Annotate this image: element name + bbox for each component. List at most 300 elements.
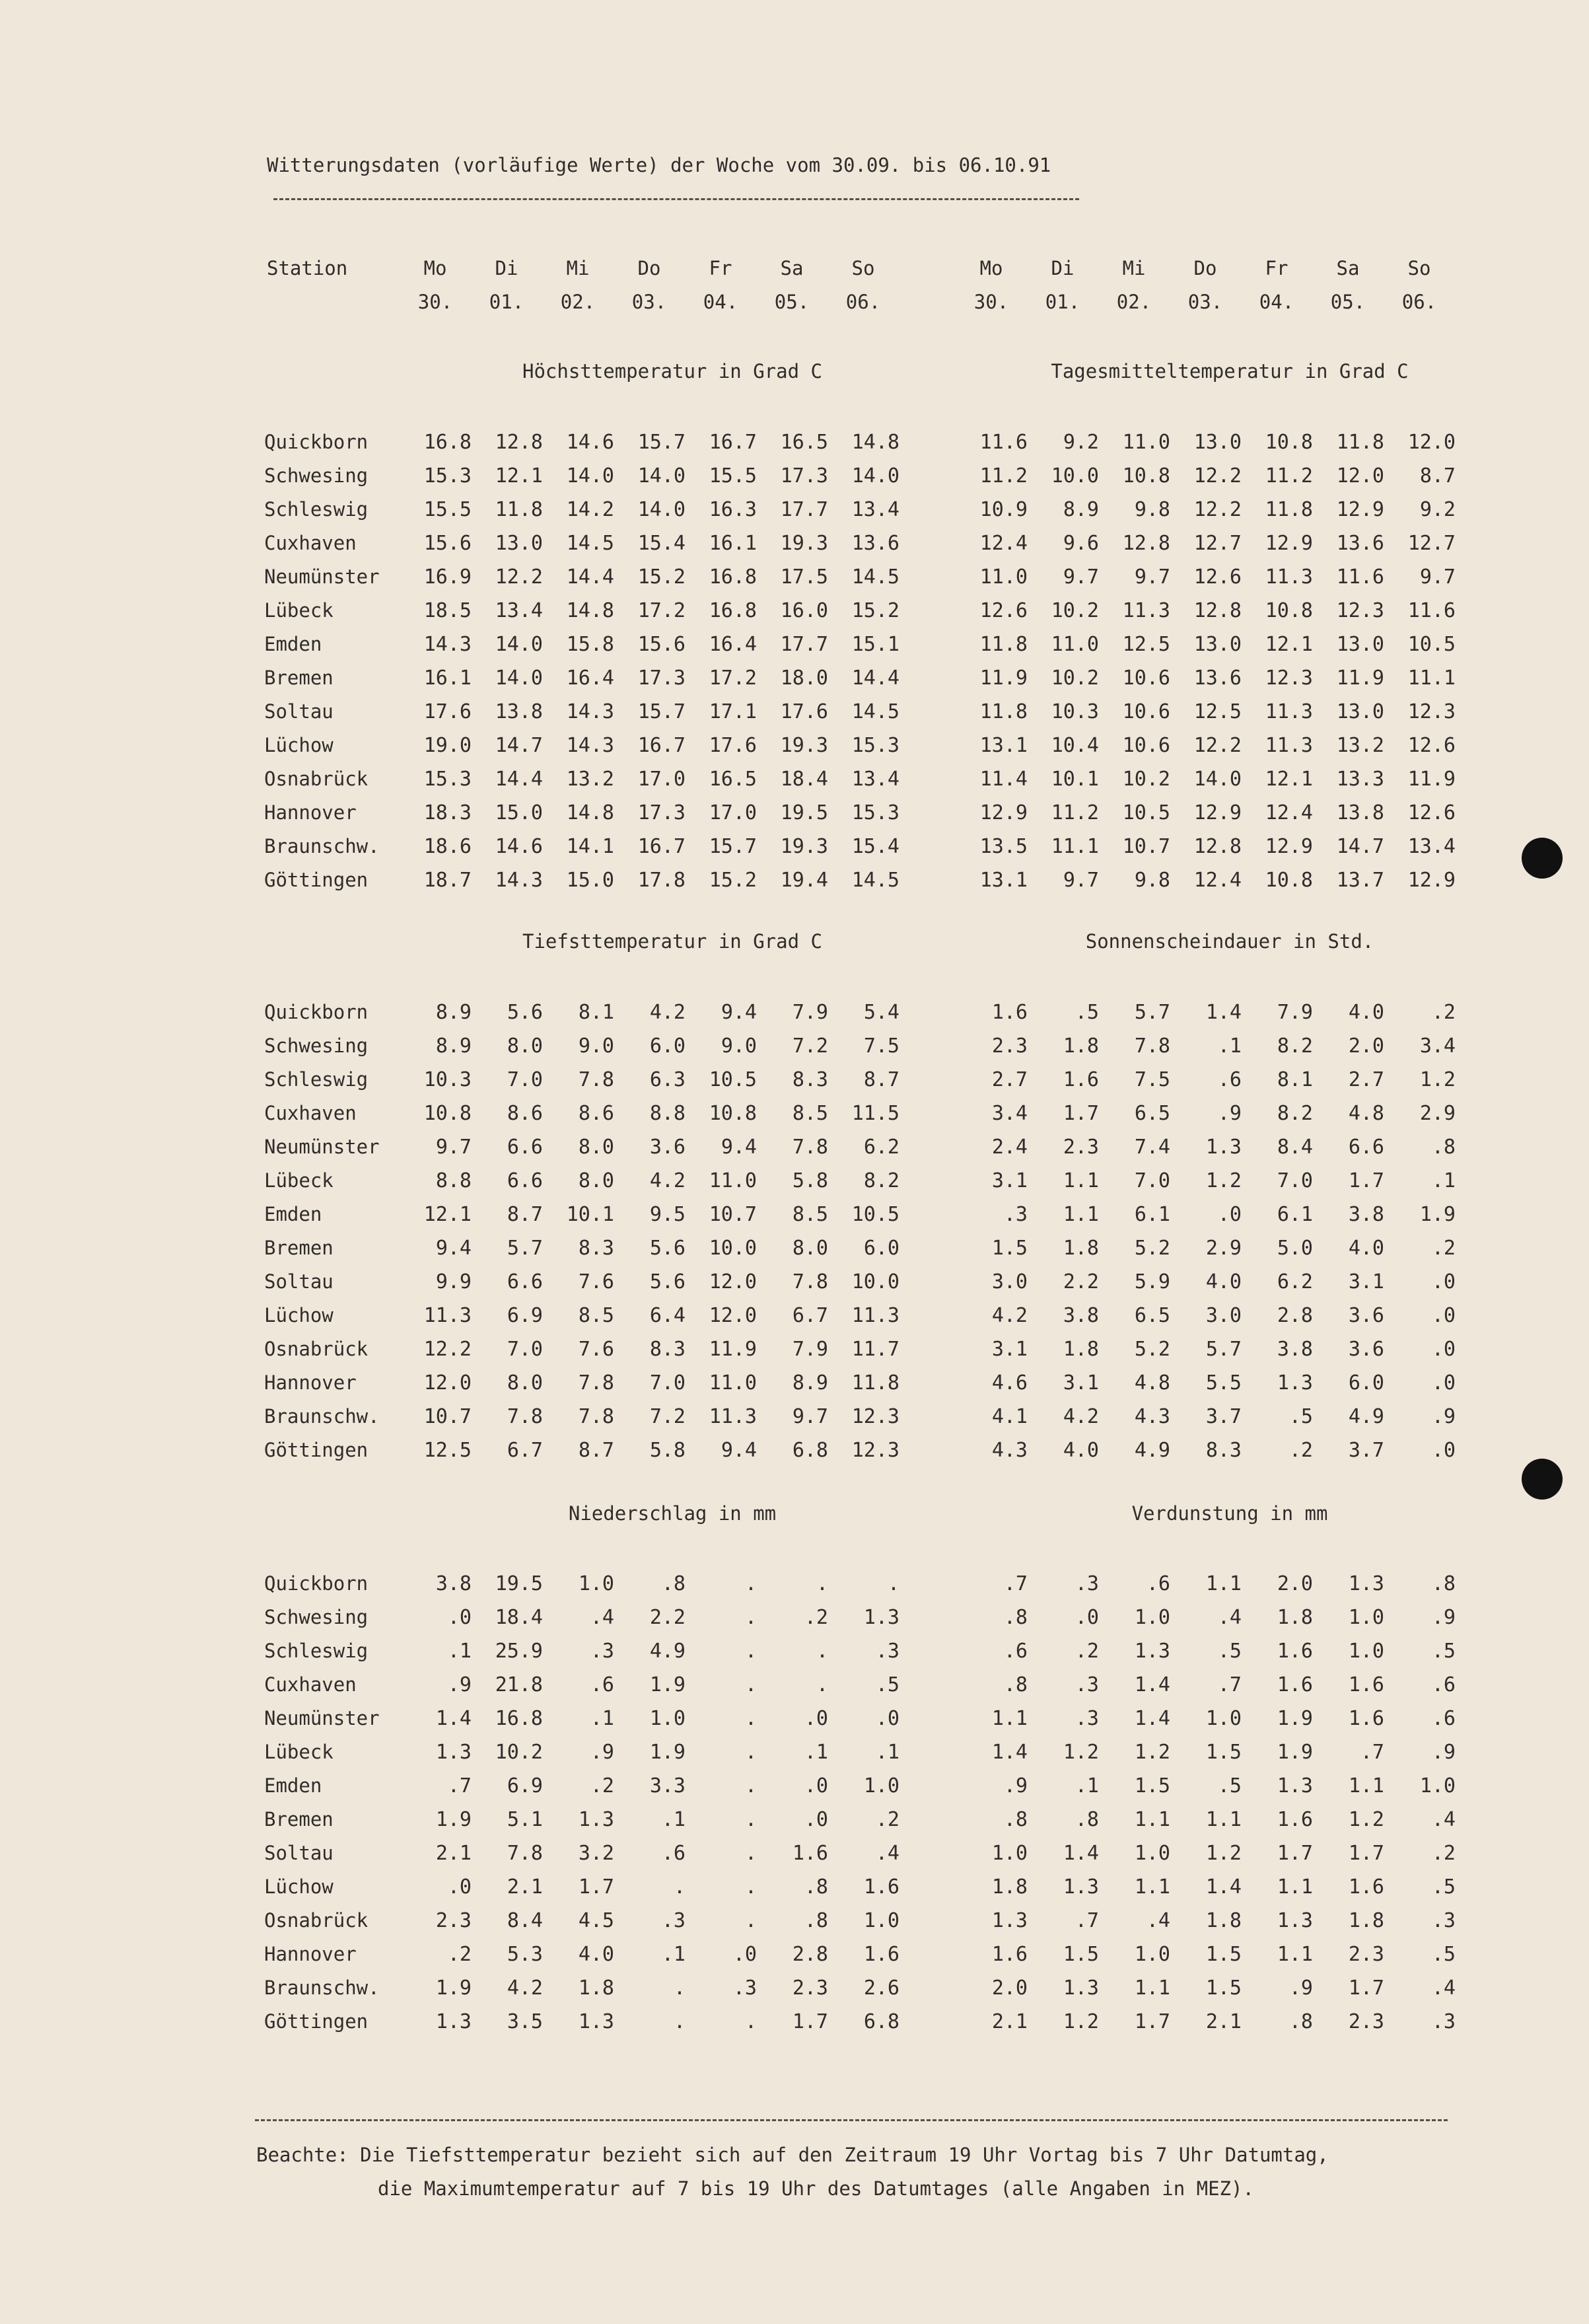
value-cell: 10.3: [423, 1068, 472, 1091]
value-cell: 9.7: [1063, 869, 1099, 892]
value-cell: .: [744, 1875, 757, 1899]
value-cell: 1.0: [991, 1842, 1028, 1865]
value-cell: 12.9: [1265, 532, 1313, 555]
value-cell: .9: [1289, 1977, 1313, 2000]
table-row: [264, 1741, 1466, 1767]
value-cell: 6.0: [649, 1035, 686, 1058]
value-cell: 19.3: [780, 734, 828, 757]
value-cell: 17.3: [780, 464, 828, 488]
value-cell: 5.5: [1205, 1371, 1242, 1395]
value-cell: 10.2: [1051, 667, 1099, 690]
value-cell: 3.7: [1205, 1405, 1242, 1428]
value-cell: 1.2: [1205, 1842, 1242, 1865]
value-cell: 16.8: [709, 565, 757, 589]
value-cell: .8: [1431, 1136, 1456, 1159]
value-cell: 9.7: [435, 1136, 472, 1159]
value-cell: 4.0: [578, 1943, 614, 1966]
value-cell: .: [673, 2010, 686, 2033]
value-cell: 4.3: [1134, 1405, 1170, 1428]
value-cell: 1.2: [1348, 1808, 1384, 1831]
value-cell: 13.1: [979, 869, 1028, 892]
value-cell: 8.1: [1277, 1068, 1313, 1091]
value-cell: 3.1: [991, 1338, 1028, 1361]
value-cell: 5.7: [1205, 1338, 1242, 1361]
value-cell: 1.3: [435, 2010, 472, 2033]
station-name: Lübeck: [264, 599, 334, 622]
value-cell: 19.5: [495, 1572, 543, 1595]
station-name: Neumünster: [264, 565, 380, 588]
table-row: [264, 1371, 1466, 1398]
value-cell: 1.1: [1134, 1808, 1170, 1831]
table-row: [264, 869, 1466, 895]
date-header: 05.: [774, 291, 810, 313]
value-cell: 1.0: [863, 1909, 900, 1932]
value-cell: 13.6: [1193, 667, 1242, 690]
value-cell: 18.3: [423, 801, 472, 824]
value-cell: .8: [1289, 2010, 1313, 2033]
value-cell: .5: [1431, 1640, 1456, 1663]
value-cell: 1.3: [1277, 1774, 1313, 1797]
value-cell: 1.3: [1348, 1572, 1384, 1595]
value-cell: .3: [1003, 1203, 1028, 1226]
value-cell: 1.2: [1063, 1741, 1099, 1764]
value-cell: .8: [1075, 1808, 1099, 1831]
value-cell: 1.9: [649, 1741, 686, 1764]
section-title-right: Verdunstung in mm: [1131, 1502, 1328, 1525]
value-cell: 12.1: [1265, 768, 1313, 791]
value-cell: 9.4: [721, 1136, 757, 1159]
value-cell: 1.0: [1348, 1606, 1384, 1629]
value-cell: 11.8: [1265, 498, 1313, 521]
value-cell: 16.4: [566, 667, 614, 690]
value-cell: 1.5: [1205, 1741, 1242, 1764]
value-cell: 19.3: [780, 835, 828, 858]
station-name: Bremen: [264, 667, 334, 689]
station-name: Bremen: [264, 1237, 334, 1259]
value-cell: 12.2: [495, 565, 543, 589]
value-cell: 13.6: [1336, 532, 1384, 555]
value-cell: 13.0: [1336, 700, 1384, 723]
value-cell: 17.6: [423, 700, 472, 723]
value-cell: 14.5: [851, 869, 900, 892]
value-cell: .7: [1217, 1673, 1242, 1696]
value-cell: 10.0: [1051, 464, 1099, 488]
value-cell: .: [744, 1640, 757, 1663]
value-cell: 10.5: [1122, 801, 1170, 824]
value-cell: 1.7: [1348, 1977, 1384, 2000]
value-cell: 1.9: [1419, 1203, 1456, 1226]
value-cell: 2.8: [1277, 1304, 1313, 1327]
station-name: Schwesing: [264, 1035, 369, 1057]
value-cell: 1.4: [1205, 1001, 1242, 1024]
value-cell: 17.6: [780, 700, 828, 723]
value-cell: 4.2: [649, 1169, 686, 1192]
value-cell: 15.7: [709, 835, 757, 858]
value-cell: 10.3: [1051, 700, 1099, 723]
value-cell: 1.1: [1134, 1875, 1170, 1899]
note-line-2: die Maximumtemperatur auf 7 bis 19 Uhr des Datumtages (alle Angaben in MEZ).: [378, 2177, 1254, 2200]
value-cell: 8.4: [507, 1909, 543, 1932]
value-cell: 1.3: [1277, 1909, 1313, 1932]
value-cell: 8.2: [1277, 1035, 1313, 1058]
value-cell: 14.2: [566, 498, 614, 521]
value-cell: 15.6: [423, 532, 472, 555]
value-cell: 7.8: [578, 1405, 614, 1428]
value-cell: 12.7: [1193, 532, 1242, 555]
value-cell: 16.8: [423, 431, 472, 454]
station-name: Lübeck: [264, 1169, 334, 1192]
value-cell: .8: [804, 1875, 828, 1899]
table-row: [264, 1774, 1466, 1801]
value-cell: 17.1: [709, 700, 757, 723]
value-cell: 6.6: [1348, 1136, 1384, 1159]
value-cell: 2.9: [1205, 1237, 1242, 1260]
station-name: Neumünster: [264, 1136, 380, 1158]
station-name: Bremen: [264, 1808, 334, 1831]
station-name: Emden: [264, 1774, 322, 1797]
value-cell: 12.9: [1336, 498, 1384, 521]
station-name: Osnabrück: [264, 768, 369, 790]
value-cell: 1.7: [1277, 1842, 1313, 1865]
value-cell: 1.8: [1277, 1606, 1313, 1629]
value-cell: 5.8: [649, 1439, 686, 1462]
value-cell: .: [744, 1808, 757, 1831]
value-cell: 18.7: [423, 869, 472, 892]
station-name: Hannover: [264, 1371, 357, 1394]
value-cell: 5.2: [1134, 1237, 1170, 1260]
value-cell: 10.7: [1122, 835, 1170, 858]
value-cell: 11.0: [1051, 633, 1099, 656]
table-row: [264, 1338, 1466, 1364]
value-cell: 15.3: [851, 801, 900, 824]
value-cell: 1.7: [1063, 1102, 1099, 1125]
value-cell: 4.5: [578, 1909, 614, 1932]
value-cell: 3.8: [1063, 1304, 1099, 1327]
value-cell: 7.0: [507, 1068, 543, 1091]
value-cell: 1.3: [863, 1606, 900, 1629]
value-cell: 16.1: [423, 667, 472, 690]
day-header: Mi: [566, 257, 590, 279]
value-cell: .8: [1003, 1808, 1028, 1831]
value-cell: .0: [1075, 1606, 1099, 1629]
value-cell: .9: [1431, 1741, 1456, 1764]
value-cell: .: [673, 1875, 686, 1899]
value-cell: .2: [875, 1808, 900, 1831]
value-cell: .2: [1431, 1237, 1456, 1260]
value-cell: 19.5: [780, 801, 828, 824]
value-cell: 8.8: [435, 1169, 472, 1192]
value-cell: 8.5: [578, 1304, 614, 1327]
value-cell: .4: [875, 1842, 900, 1865]
value-cell: 1.6: [991, 1943, 1028, 1966]
value-cell: 1.6: [1348, 1875, 1384, 1899]
table-row: [264, 1102, 1466, 1128]
value-cell: 11.7: [851, 1338, 900, 1361]
value-cell: 1.0: [863, 1774, 900, 1797]
value-cell: 7.9: [1277, 1001, 1313, 1024]
value-cell: 17.6: [709, 734, 757, 757]
value-cell: 3.6: [649, 1136, 686, 1159]
value-cell: 14.5: [851, 700, 900, 723]
value-cell: .4: [1431, 1808, 1456, 1831]
value-cell: 9.2: [1063, 431, 1099, 454]
value-cell: 13.7: [1336, 869, 1384, 892]
value-cell: 12.9: [1407, 869, 1456, 892]
value-cell: 19.3: [780, 532, 828, 555]
table-row: [264, 1035, 1466, 1061]
value-cell: 9.2: [1419, 498, 1456, 521]
value-cell: 9.0: [578, 1035, 614, 1058]
value-cell: .1: [661, 1943, 686, 1966]
value-cell: .: [744, 1909, 757, 1932]
value-cell: .4: [1431, 1977, 1456, 2000]
value-cell: 1.8: [1205, 1909, 1242, 1932]
value-cell: 10.2: [1122, 768, 1170, 791]
table-row: [264, 1203, 1466, 1229]
value-cell: .0: [732, 1943, 757, 1966]
table-row: [264, 835, 1466, 861]
value-cell: 12.4: [1265, 801, 1313, 824]
value-cell: 4.1: [991, 1405, 1028, 1428]
value-cell: 12.8: [495, 431, 543, 454]
value-cell: 13.4: [1407, 835, 1456, 858]
value-cell: 12.7: [1407, 532, 1456, 555]
value-cell: 14.3: [495, 869, 543, 892]
value-cell: 1.0: [578, 1572, 614, 1595]
value-cell: 6.0: [863, 1237, 900, 1260]
table-row: [264, 1572, 1466, 1599]
value-cell: .9: [1431, 1606, 1456, 1629]
value-cell: 3.8: [435, 1572, 472, 1595]
day-header: Di: [495, 257, 518, 279]
value-cell: .3: [590, 1640, 614, 1663]
value-cell: 1.6: [1277, 1808, 1313, 1831]
value-cell: 8.0: [578, 1169, 614, 1192]
day-header: Sa: [1336, 257, 1360, 279]
value-cell: 14.8: [566, 599, 614, 622]
value-cell: 9.5: [649, 1203, 686, 1226]
value-cell: .3: [732, 1977, 757, 2000]
value-cell: 18.4: [780, 768, 828, 791]
value-cell: 7.8: [1134, 1035, 1170, 1058]
table-row: [264, 667, 1466, 693]
value-cell: .7: [1003, 1572, 1028, 1595]
value-cell: 15.2: [851, 599, 900, 622]
value-cell: .7: [1360, 1741, 1384, 1764]
value-cell: 17.0: [637, 768, 686, 791]
value-cell: .5: [1075, 1001, 1099, 1024]
value-cell: 12.3: [851, 1405, 900, 1428]
value-cell: 10.0: [709, 1237, 757, 1260]
value-cell: 1.1: [991, 1707, 1028, 1730]
station-name: Soltau: [264, 700, 334, 723]
value-cell: 7.9: [792, 1001, 828, 1024]
value-cell: 7.0: [507, 1338, 543, 1361]
value-cell: 5.9: [1134, 1270, 1170, 1293]
value-cell: 15.3: [423, 768, 472, 791]
value-cell: 14.3: [423, 633, 472, 656]
table-row: [264, 768, 1466, 794]
value-cell: 16.7: [637, 835, 686, 858]
station-name: Cuxhaven: [264, 1673, 357, 1696]
value-cell: 11.6: [1336, 565, 1384, 589]
value-cell: 14.5: [851, 565, 900, 589]
station-name: Quickborn: [264, 1572, 369, 1595]
value-cell: 13.3: [1336, 768, 1384, 791]
value-cell: 15.4: [851, 835, 900, 858]
table-row: [264, 1640, 1466, 1666]
value-cell: 11.9: [1407, 768, 1456, 791]
value-cell: 8.0: [578, 1136, 614, 1159]
value-cell: .0: [1431, 1371, 1456, 1395]
value-cell: 17.7: [780, 633, 828, 656]
station-name: Schwesing: [264, 464, 369, 487]
value-cell: 1.9: [435, 1808, 472, 1831]
value-cell: .: [816, 1673, 828, 1696]
station-name: Cuxhaven: [264, 1102, 357, 1124]
value-cell: 5.7: [1134, 1001, 1170, 1024]
table-row: [264, 1842, 1466, 1868]
section-title-left: Tiefsttemperatur in Grad C: [522, 930, 822, 953]
value-cell: .2: [804, 1606, 828, 1629]
value-cell: 1.7: [578, 1875, 614, 1899]
value-cell: 8.7: [578, 1439, 614, 1462]
value-cell: 14.0: [495, 667, 543, 690]
value-cell: 10.7: [709, 1203, 757, 1226]
value-cell: 1.3: [1277, 1371, 1313, 1395]
value-cell: 1.0: [1134, 1943, 1170, 1966]
value-cell: 13.0: [495, 532, 543, 555]
value-cell: 15.5: [709, 464, 757, 488]
value-cell: .: [816, 1572, 828, 1595]
section-title-left: Höchsttemperatur in Grad C: [522, 360, 822, 382]
value-cell: 2.0: [1348, 1035, 1384, 1058]
value-cell: .5: [1431, 1943, 1456, 1966]
value-cell: 10.5: [851, 1203, 900, 1226]
value-cell: 6.1: [1134, 1203, 1170, 1226]
value-cell: 2.3: [435, 1909, 472, 1932]
value-cell: .6: [1431, 1673, 1456, 1696]
value-cell: 6.2: [863, 1136, 900, 1159]
value-cell: 3.2: [578, 1842, 614, 1865]
value-cell: 7.0: [649, 1371, 686, 1395]
value-cell: .3: [875, 1640, 900, 1663]
value-cell: .: [816, 1640, 828, 1663]
station-name: Schleswig: [264, 498, 369, 521]
table-row: [264, 565, 1466, 592]
value-cell: 12.0: [709, 1304, 757, 1327]
value-cell: .9: [1431, 1405, 1456, 1428]
value-cell: 1.6: [792, 1842, 828, 1865]
value-cell: 8.9: [1063, 498, 1099, 521]
day-header: So: [1407, 257, 1431, 279]
value-cell: .4: [1146, 1909, 1170, 1932]
value-cell: 5.6: [649, 1270, 686, 1293]
value-cell: 10.5: [709, 1068, 757, 1091]
value-cell: .2: [1431, 1842, 1456, 1865]
value-cell: 2.4: [991, 1136, 1028, 1159]
value-cell: 14.0: [637, 498, 686, 521]
value-cell: 7.8: [507, 1405, 543, 1428]
value-cell: 12.2: [1193, 464, 1242, 488]
value-cell: 9.7: [1063, 565, 1099, 589]
value-cell: 4.2: [1063, 1405, 1099, 1428]
value-cell: 2.1: [507, 1875, 543, 1899]
value-cell: 14.3: [566, 700, 614, 723]
value-cell: 13.0: [1336, 633, 1384, 656]
value-cell: 17.7: [780, 498, 828, 521]
value-cell: 14.4: [851, 667, 900, 690]
value-cell: 6.2: [1277, 1270, 1313, 1293]
value-cell: 15.1: [851, 633, 900, 656]
value-cell: .4: [590, 1606, 614, 1629]
value-cell: 2.3: [1348, 2010, 1384, 2033]
value-cell: 12.5: [423, 1439, 472, 1462]
value-cell: 13.5: [979, 835, 1028, 858]
value-cell: 14.0: [495, 633, 543, 656]
station-name: Lüchow: [264, 734, 334, 756]
value-cell: 1.4: [1134, 1673, 1170, 1696]
value-cell: 16.8: [709, 599, 757, 622]
value-cell: 4.8: [1348, 1102, 1384, 1125]
value-cell: 7.2: [792, 1035, 828, 1058]
value-cell: 18.0: [780, 667, 828, 690]
value-cell: 1.9: [1277, 1741, 1313, 1764]
value-cell: 14.8: [566, 801, 614, 824]
value-cell: 3.6: [1348, 1338, 1384, 1361]
value-cell: 10.6: [1122, 667, 1170, 690]
table-row: [264, 532, 1466, 558]
value-cell: .0: [1431, 1439, 1456, 1462]
value-cell: .1: [590, 1707, 614, 1730]
station-name: Osnabrück: [264, 1338, 369, 1360]
value-cell: 11.9: [979, 667, 1028, 690]
value-cell: 3.8: [1348, 1203, 1384, 1226]
value-cell: 5.1: [507, 1808, 543, 1831]
station-name: Göttingen: [264, 869, 369, 891]
value-cell: 10.8: [1265, 599, 1313, 622]
value-cell: 3.5: [507, 2010, 543, 2033]
value-cell: .: [744, 1741, 757, 1764]
value-cell: 17.3: [637, 667, 686, 690]
value-cell: 2.3: [792, 1977, 828, 2000]
value-cell: .: [744, 1707, 757, 1730]
value-cell: 12.8: [1193, 835, 1242, 858]
value-cell: 12.9: [1265, 835, 1313, 858]
value-cell: 10.9: [979, 498, 1028, 521]
value-cell: 4.0: [1348, 1237, 1384, 1260]
value-cell: .0: [1431, 1270, 1456, 1293]
value-cell: 17.5: [780, 565, 828, 589]
value-cell: 6.0: [1348, 1371, 1384, 1395]
value-cell: 1.2: [1063, 2010, 1099, 2033]
value-cell: 1.5: [991, 1237, 1028, 1260]
value-cell: 7.2: [649, 1405, 686, 1428]
value-cell: 4.6: [991, 1371, 1028, 1395]
value-cell: 12.0: [709, 1270, 757, 1293]
value-cell: 11.2: [1051, 801, 1099, 824]
value-cell: .5: [875, 1673, 900, 1696]
value-cell: 4.0: [1205, 1270, 1242, 1293]
value-cell: .: [673, 1977, 686, 2000]
station-name: Soltau: [264, 1270, 334, 1293]
value-cell: 1.5: [1205, 1943, 1242, 1966]
value-cell: 1.5: [1205, 1977, 1242, 2000]
value-cell: .8: [1003, 1673, 1028, 1696]
value-cell: 2.3: [991, 1035, 1028, 1058]
value-cell: 14.7: [1336, 835, 1384, 858]
value-cell: 9.0: [721, 1035, 757, 1058]
